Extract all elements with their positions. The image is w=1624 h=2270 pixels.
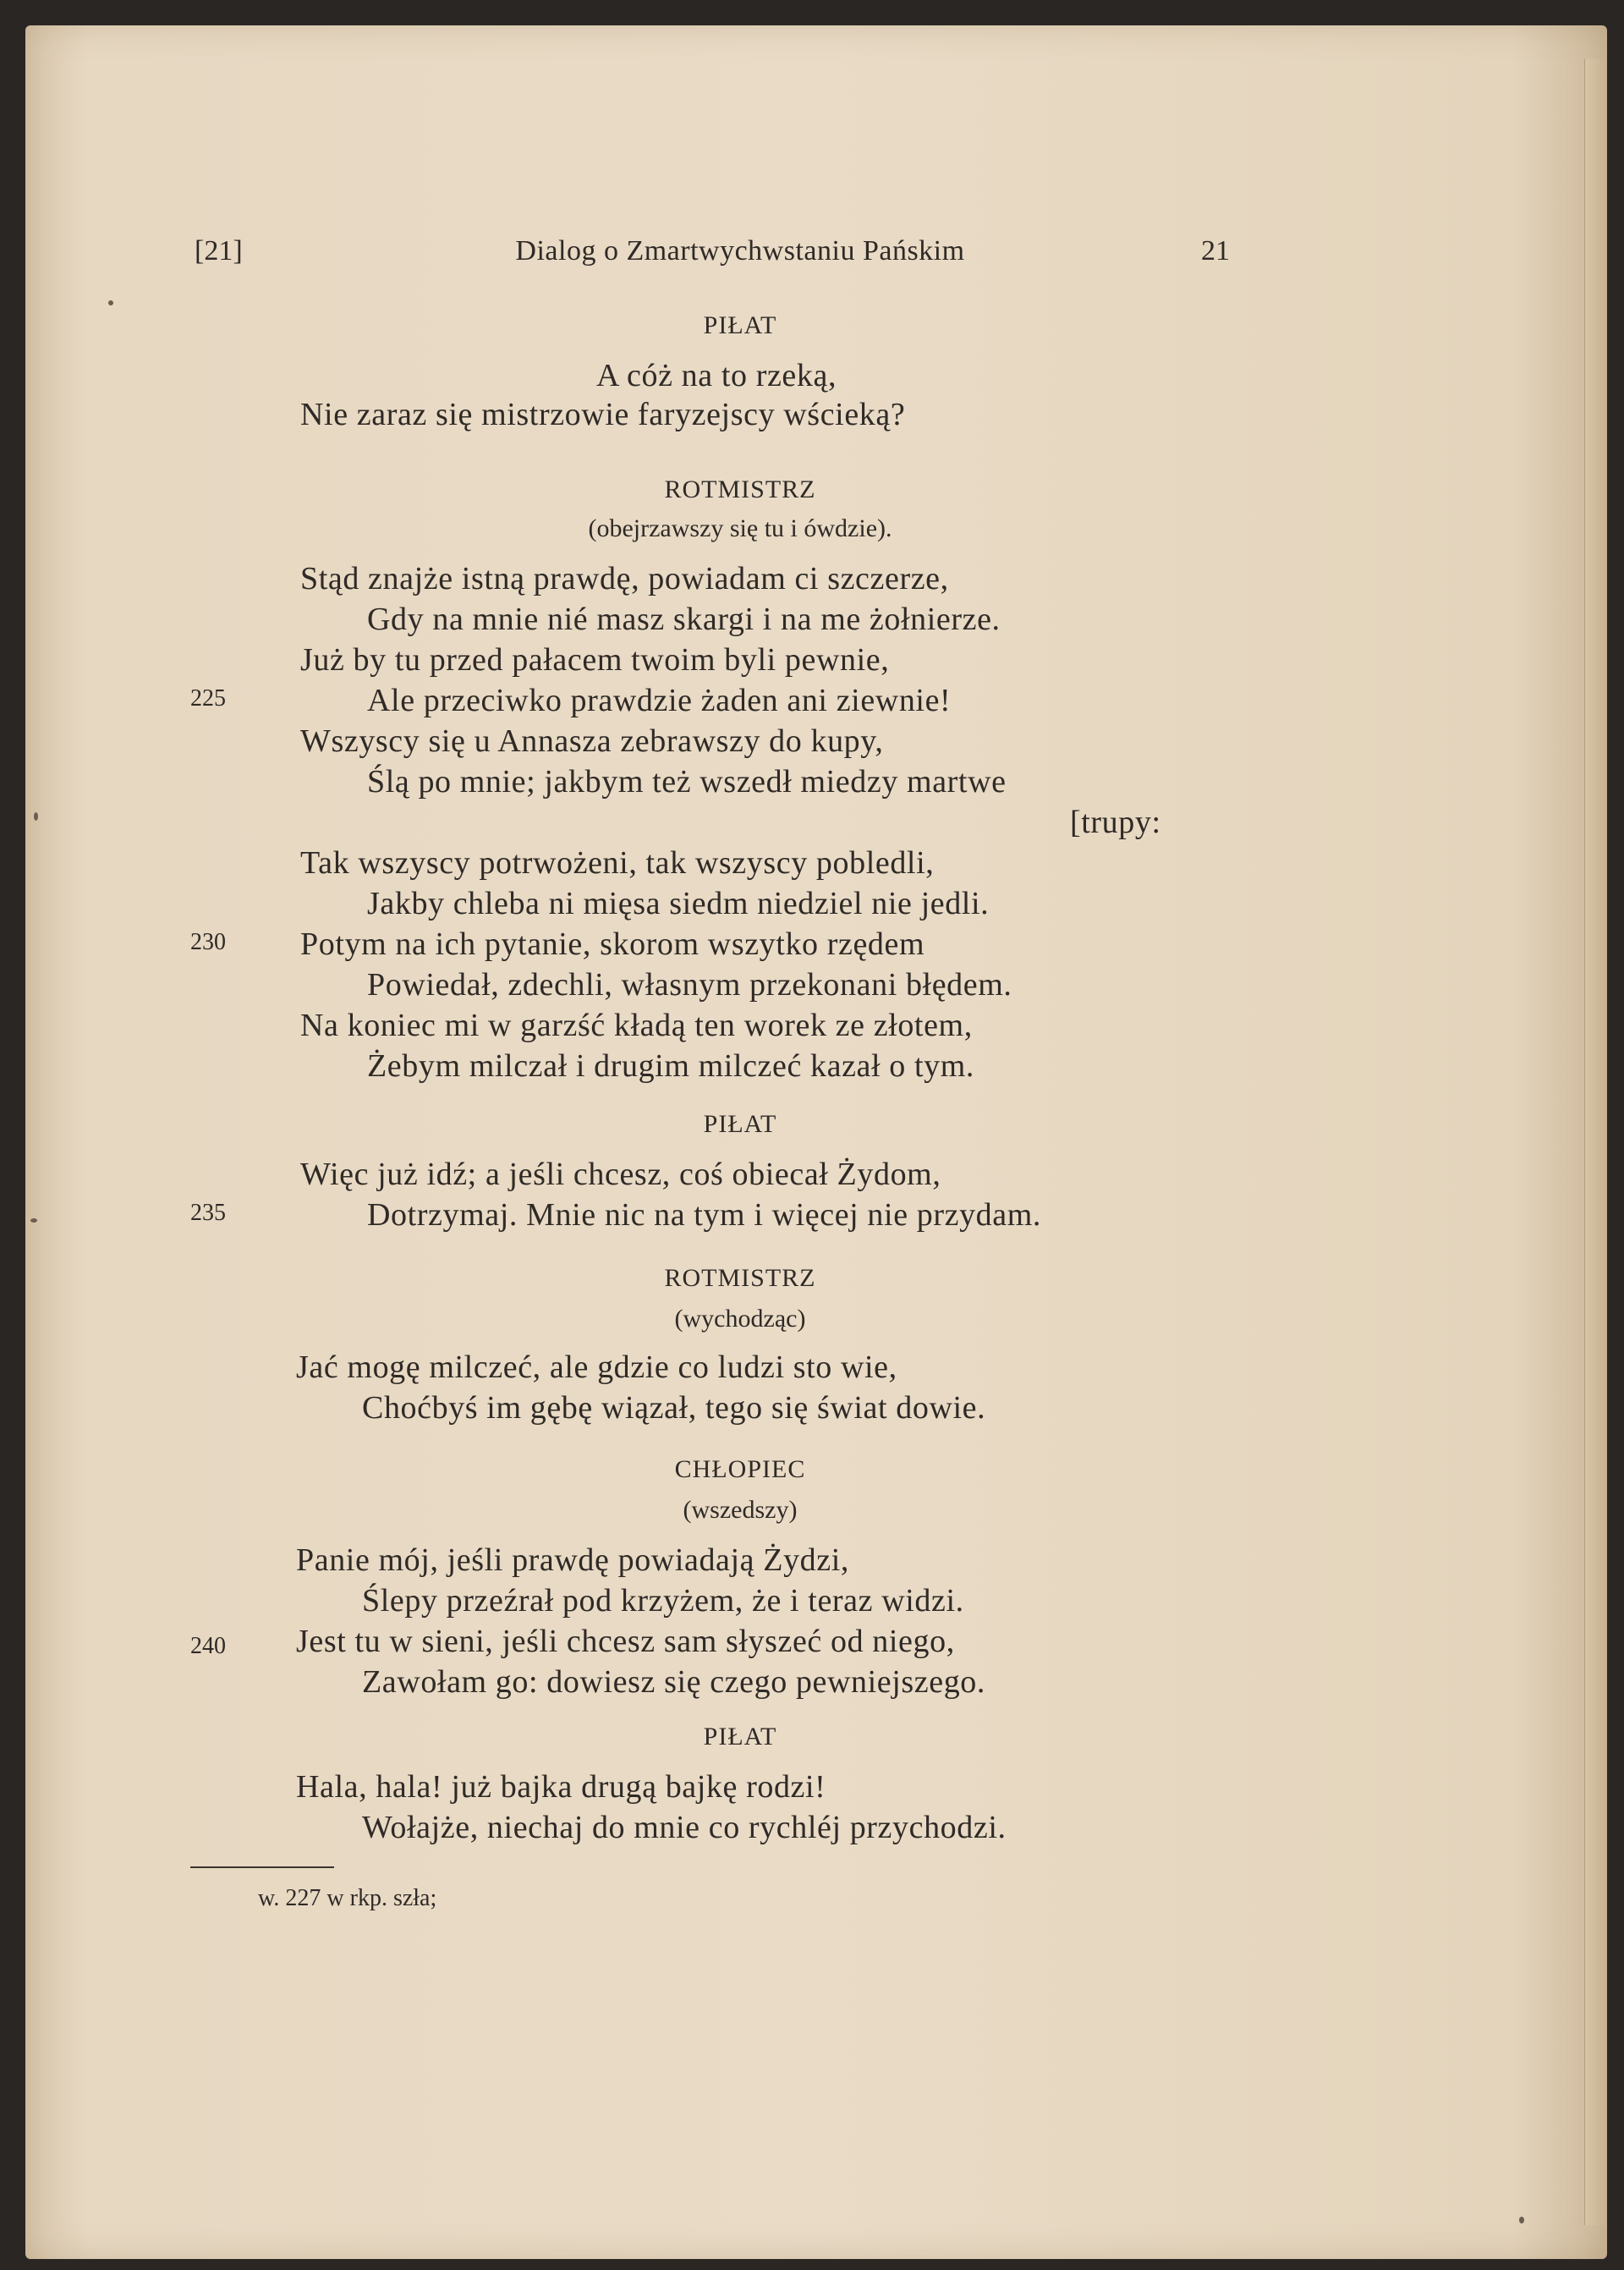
line-number: 240 xyxy=(190,1633,226,1659)
paper-speck xyxy=(108,300,113,305)
paper-speck xyxy=(34,812,38,821)
verse-line: Nie zaraz się mistrzowie faryzejscy wścieką? xyxy=(300,397,906,432)
verse-line: Powiedał, zdechli, własnym przekonani błędem. xyxy=(367,967,1012,1003)
header-bracket-number: [21] xyxy=(195,235,243,267)
verse-line: Dotrzymaj. Mnie nic na tym i więcej nie przydam. xyxy=(367,1197,1042,1233)
running-header xyxy=(0,235,1624,278)
paper-speck xyxy=(1519,2217,1524,2223)
speaker-name: PIŁAT xyxy=(703,1723,777,1751)
verse-line: Ślą po mnie; jakbym też wszedł miedzy martwe xyxy=(367,764,1007,800)
verse-line: A cóż na to rzeką, xyxy=(596,358,837,393)
line-number: 230 xyxy=(190,929,226,955)
paper-speck xyxy=(30,1218,37,1223)
verse-line: Tak wszyscy potrwożeni, tak wszyscy pobledli, xyxy=(300,845,935,881)
stage-direction: (obejrzawszy się tu i ówdzie). xyxy=(588,514,892,542)
verse-line: Choćbyś im gębę wiązał, tego się świat dowie. xyxy=(362,1390,986,1426)
verse-line: Wołajże, niechaj do mnie co rychléj przychodzi. xyxy=(362,1810,1007,1845)
footnote: w. 227 w rkp. szła; xyxy=(258,1885,437,1911)
speaker-name: ROTMISTRZ xyxy=(664,475,816,503)
verse-line: Ślepy przeźrał pod krzyżem, że i teraz widzi. xyxy=(362,1583,964,1619)
header-title: Dialog o Zmartwychwstaniu Pańskim xyxy=(515,235,965,267)
verse-line: Ale przeciwko prawdzie żaden ani ziewnie! xyxy=(367,683,952,718)
verse-line: Żebym milczał i drugim milczeć kazał o tym. xyxy=(367,1048,975,1084)
verse-line: Już by tu przed pałacem twoim byli pewnie, xyxy=(300,642,890,678)
verse-line: Panie mój, jeśli prawdę powiadają Żydzi, xyxy=(296,1542,849,1578)
verse-line: Więc już idź; a jeśli chcesz, coś obiecał Żydom, xyxy=(300,1157,941,1192)
verse-line: Wszyscy się u Annasza zebrawszy do kupy, xyxy=(300,723,884,759)
verse-line: Zawołam go: dowiesz się czego pewniejszego. xyxy=(362,1664,986,1700)
speaker-name: CHŁOPIEC xyxy=(674,1455,806,1483)
verse-line: Na koniec mi w garzść kładą ten worek ze złotem, xyxy=(300,1008,973,1043)
speaker-name: PIŁAT xyxy=(703,1110,777,1138)
verse-line-continuation: [trupy: xyxy=(1070,805,1161,840)
verse-line: Gdy na mnie nié masz skargi i na me żołnierze. xyxy=(367,602,1001,637)
verse-line: Hala, hala! już bajka drugą bajkę rodzi! xyxy=(296,1769,826,1805)
speaker-name: ROTMISTRZ xyxy=(664,1264,816,1292)
page-number: 21 xyxy=(1201,235,1230,267)
stage-direction: (wszedszy) xyxy=(683,1496,798,1524)
verse-line: Jakby chleba ni mięsa siedm niedziel nie jedli. xyxy=(367,886,990,921)
speaker-name: PIŁAT xyxy=(703,311,777,339)
stage-direction: (wychodząc) xyxy=(674,1305,806,1333)
verse-line: Potym na ich pytanie, skorom wszytko rzędem xyxy=(300,926,925,962)
footnote-rule xyxy=(190,1866,334,1868)
page-edge xyxy=(1584,59,1607,2225)
line-number: 225 xyxy=(190,685,226,712)
verse-line: Jać mogę milczeć, ale gdzie co ludzi sto wie, xyxy=(296,1349,897,1385)
line-number: 235 xyxy=(190,1200,226,1226)
verse-line: Jest tu w sieni, jeśli chcesz sam słyszeć od niego, xyxy=(296,1624,955,1659)
verse-line: Stąd znajże istną prawdę, powiadam ci szczerze, xyxy=(300,561,949,596)
